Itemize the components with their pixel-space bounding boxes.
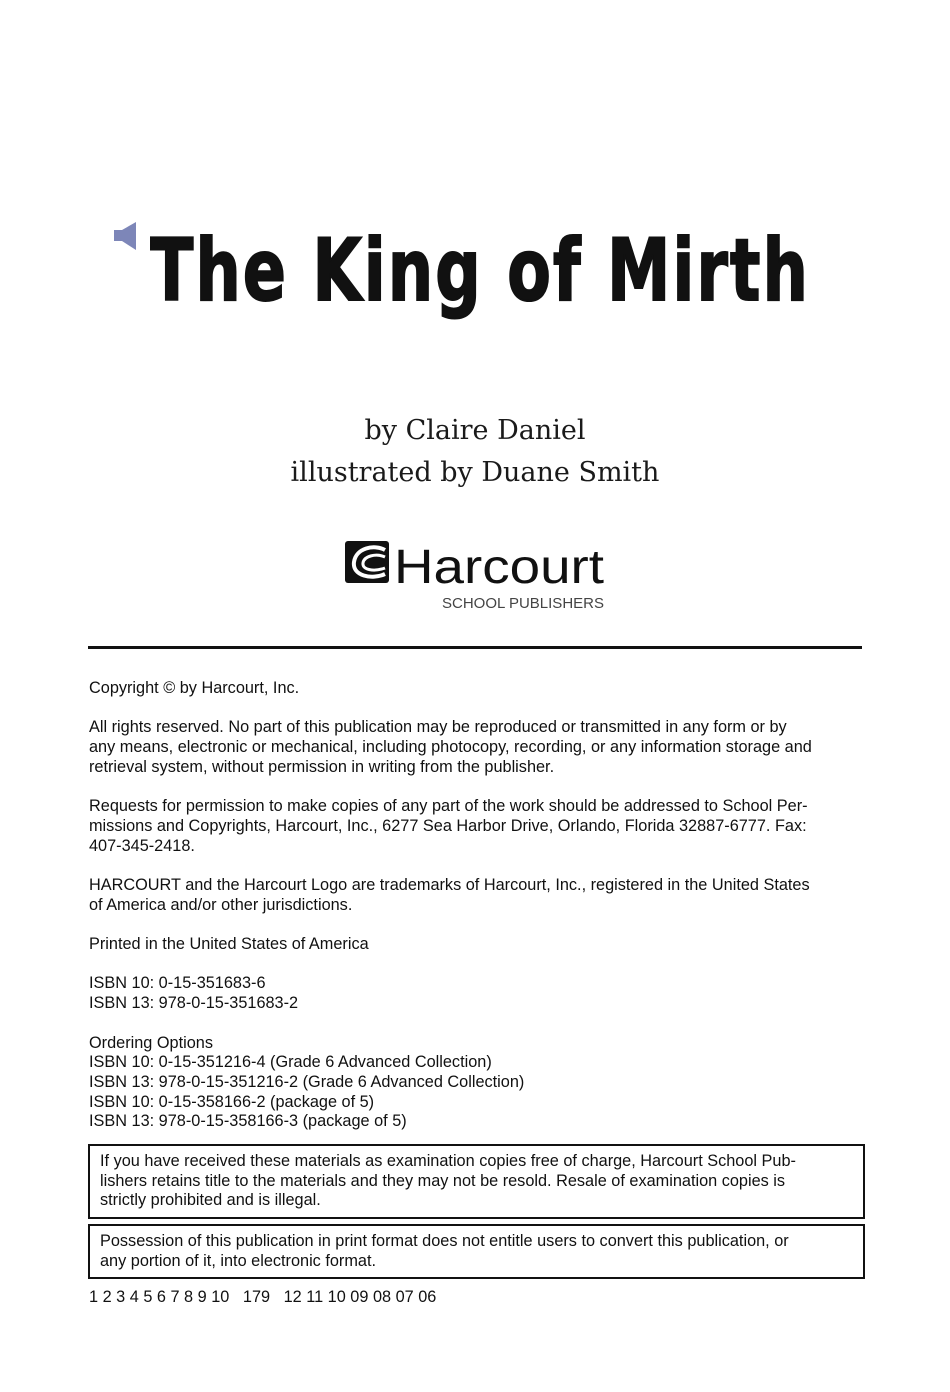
svg-text:The King of Mirth: The King of Mirth — [150, 221, 810, 320]
byline — [0, 410, 950, 494]
isbn-block: ISBN 10: 0-15-351683-6 ISBN 13: 978-0-15-351683-2 — [89, 974, 299, 1013]
harcourt-logo — [344, 538, 606, 614]
electronic-format-notice: Possession of this publication in print format does not entitle users to convert this publication, or any portion of it, into electronic format. — [88, 1224, 865, 1279]
copyright-block — [89, 679, 864, 1152]
illustrator-line: illustrated by Duane Smith — [290, 457, 660, 488]
examination-notice: If you have received these materials as examination copies free of charge, Harcourt School Pub- lishers retains title to the materials and they may not be resold. Resale of examination copies is strictly prohibited and is illegal. — [88, 1144, 865, 1219]
harcourt-swoosh-logo — [345, 541, 389, 583]
publisher-name: Harcourt — [394, 541, 604, 594]
requests-paragraph: Requests for permission to make copies of any part of the work should be addressed to School Per- missions and Copyrights, Harcourt, Inc., 6277 Sea Harbor Drive, Orlando, Florida 32887-6777. Fax: 407-345-2418. — [89, 797, 808, 855]
book-title — [150, 210, 830, 320]
print-line: 1 2 3 4 5 6 7 8 9 10 179 12 11 10 09 08 07 06 — [89, 1288, 437, 1306]
rights-paragraph: All rights reserved. No part of this publication may be reproduced or transmitted in any form or by any means, electronic or mechanical, including photocopy, recording, or any information storage and retrieval system, without permission in writing from the publisher. — [89, 718, 812, 776]
copyright-line: Copyright © by Harcourt, Inc. — [89, 679, 300, 697]
printed-line: Printed in the United States of America — [89, 935, 369, 954]
divider — [88, 646, 862, 649]
author-line: by Claire Daniel — [364, 415, 586, 446]
trademark-paragraph: HARCOURT and the Harcourt Logo are trademarks of Harcourt, Inc., registered in the United States of America and/or other jurisdictions. — [89, 875, 810, 914]
speaker-icon[interactable] — [113, 222, 141, 250]
publisher-division: SCHOOL PUBLISHERS — [442, 595, 604, 612]
ordering-options: Ordering Options ISBN 10: 0-15-351216-4 (Grade 6 Advanced Collection) ISBN 13: 978-0-15-351216-2 (Grade 6 Advanced Collection) ISBN 10: 0-15-358166-2 (package of 5) ISBN 13: 978-0-15-358166-3 (package of 5) — [89, 1033, 525, 1131]
